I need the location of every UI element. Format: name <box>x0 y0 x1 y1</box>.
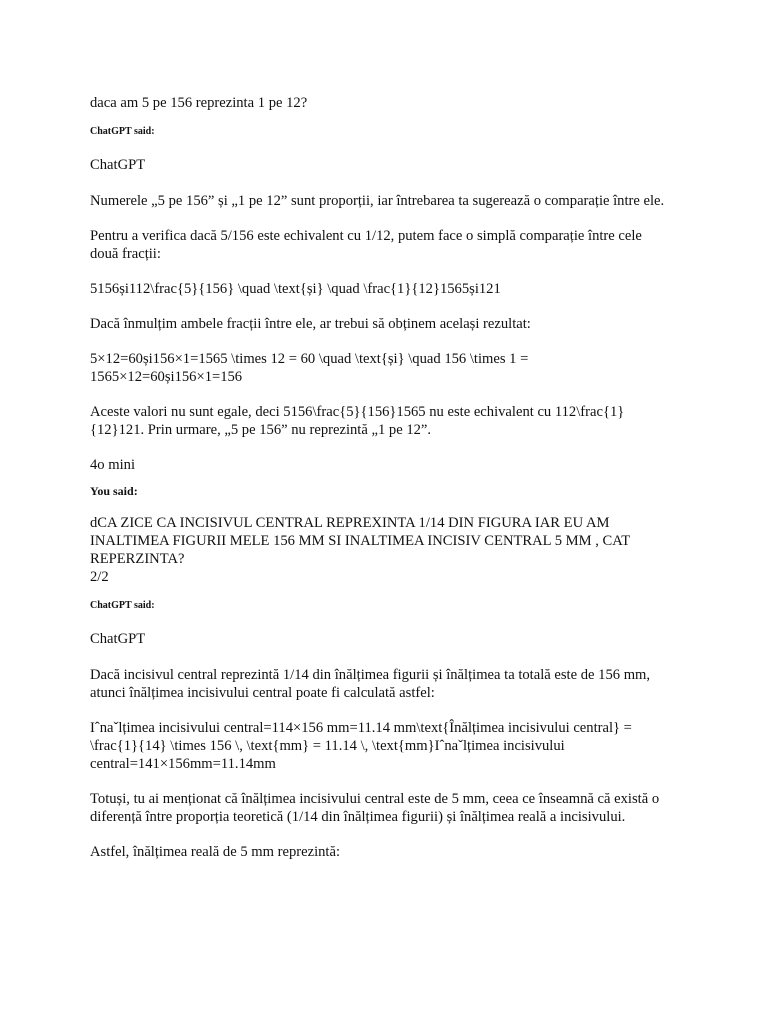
answer-paragraph-3: Dacă înmulțim ambele fracții între ele, ar trebui să obținem același rezultat: <box>90 316 531 332</box>
message-version-indicator: 2/2 <box>90 569 109 585</box>
answer-paragraph-5: Dacă incisivul central reprezintă 1/14 din înălțimea figurii și înălțimea ta totală este de 156 mm, atunci înălțimea incisivului central poate fi calculată astfel: <box>90 667 651 701</box>
assistant-said-label-1: ChatGPT said: <box>90 126 155 137</box>
document-page <box>90 94 670 878</box>
assistant-said-label-2: ChatGPT said: <box>90 600 155 611</box>
answer-formula-1: 5156și112\frac{5}{156} \quad \text{și} \quad \frac{1}{12}1565și121 <box>90 281 501 297</box>
user-said-label: You said: <box>90 484 138 498</box>
answer-paragraph-1: Numerele „5 pe 156” și „1 pe 12” sunt proporții, iar întrebarea ta sugerează o comparație între ele. <box>90 193 665 209</box>
user-question-2: dCA ZICE CA INCISIVUL CENTRAL REPREXINTA 1/14 DIN FIGURA IAR EU AM INALTIMEA FIGURII MELE 156 MM SI INALTIMEA INCISIV CENTRAL 5 MM , CAT REPERZINTA? <box>90 515 630 567</box>
answer-paragraph-7: Astfel, înălțimea reală de 5 mm reprezintă: <box>90 844 341 860</box>
model-name: 4o mini <box>90 457 135 473</box>
user-question-1: daca am 5 pe 156 reprezinta 1 pe 12? <box>90 95 308 111</box>
answer-paragraph-4: Aceste valori nu sunt egale, deci 5156\frac{5}{156}1565 nu este echivalent cu 112\frac{1}{12}121. Prin urmare, „5 pe 156” nu reprezintă „1 pe 12”. <box>90 404 625 438</box>
answer-formula-3: Iˆnaˇlțimea incisivului central=114×156 mm=11.14 mm\text{Înălțimea incisivului central} = \frac{1}{14} \times 156 \, \text{mm} = 11.14 \, \text{mm}Iˆnaˇlțimea incisivului central=141×156mm=11.14mm <box>90 720 632 772</box>
assistant-brand-2: ChatGPT <box>90 631 146 647</box>
assistant-brand-1: ChatGPT <box>90 157 146 173</box>
answer-paragraph-6: Totuși, tu ai menționat că înălțimea incisivului central este de 5 mm, ceea ce înseamnă că există o diferență între proporția teoretică (1/14 din înălțimea figurii) și înălțimea reală a incisivului. <box>90 791 660 825</box>
answer-paragraph-2: Pentru a verifica dacă 5/156 este echivalent cu 1/12, putem face o simplă comparație între cele două fracții: <box>90 228 642 262</box>
answer-formula-2: 5×12=60și156×1=1565 \times 12 = 60 \quad \text{și} \quad 156 \times 1 = 1565×12=60și156×1=156 <box>90 351 529 385</box>
